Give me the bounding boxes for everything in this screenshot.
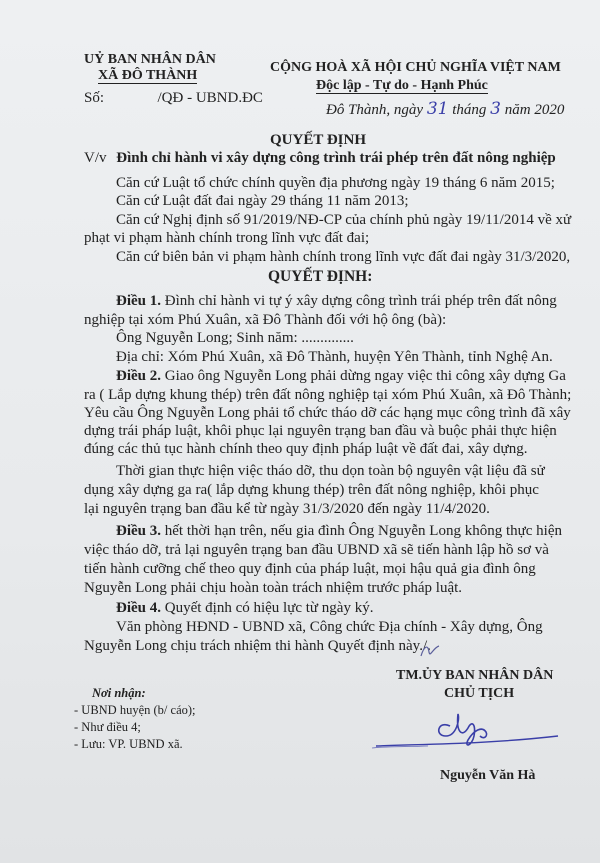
initial-mark — [418, 640, 442, 662]
recipients-title: Nơi nhận: — [92, 686, 146, 700]
doc-number — [84, 90, 263, 107]
date-month: 3 — [490, 99, 501, 119]
article1-line2: nghiệp tại xóm Phú Xuân, xã Đô Thành đối với hộ ông (bà): — [84, 312, 447, 328]
signature-title: TM.ỦY BAN NHÂN DÂN — [396, 668, 554, 683]
subject-prefix: V/v — [84, 150, 107, 166]
article2-line8: lại nguyên trạng ban đầu kể từ ngày 31/3/2020 đến ngày 11/4/2020. — [84, 501, 490, 517]
article1-line1 — [116, 292, 557, 311]
signer-name: Nguyễn Văn Hà — [440, 768, 536, 783]
article4-line1 — [116, 599, 373, 618]
doc-number-label: Số: — [84, 90, 105, 106]
date-day: 31 — [426, 99, 449, 119]
article2-line1 — [116, 367, 566, 386]
article3-text: hết thời hạn trên, nếu gia đình Ông Nguyễn Long không thực hiện — [161, 523, 562, 539]
article2-line7: dụng xây dựng ga ra( lắp dựng khung thép) trên đất nông nghiệp, khôi phục — [84, 482, 539, 498]
article3-line2: việc tháo dỡ, trả lại nguyên trạng ban đầu UBND xã sẽ tiến hành lập hồ sơ và — [84, 542, 549, 558]
article4-label: Điều 4. — [116, 600, 161, 616]
article2-line4: dựng trái pháp luật, khôi phục lại nguyên trạng ban đầu và buộc phải thực hiện — [84, 423, 557, 439]
doc-number-value: /QĐ - UBND.ĐC — [157, 90, 263, 106]
recipient-2: - Như điều 4; — [74, 720, 141, 734]
article2-label: Điều 2. — [116, 368, 161, 384]
org-name: UỶ BAN NHÂN DÂN — [84, 52, 216, 67]
ground-3: Căn cứ Nghị định số 91/2019/NĐ-CP của chính phủ ngày 19/11/2014 về xử — [116, 212, 572, 228]
handwritten-signature — [368, 706, 568, 764]
nation-motto-text: Độc lập - Tự do - Hạnh Phúc — [316, 78, 488, 93]
nation-motto — [316, 78, 488, 94]
article2-line5: đúng các thủ tục hành chính theo quy định pháp luật về đất đai, xây dựng. — [84, 441, 528, 457]
article2-line3: Yêu cầu Ông Nguyễn Long phải tổ chức tháo dỡ các hạng mục công trình đã xây — [84, 405, 571, 421]
ground-1: Căn cứ Luật tổ chức chính quyền địa phương ngày 19 tháng 6 năm 2015; — [116, 175, 555, 191]
org-commune — [98, 68, 197, 84]
recipient-1: - UBND huyện (b/ cáo); — [74, 703, 196, 717]
article1-line3: Ông Nguyễn Long; Sinh năm: .............. — [116, 330, 354, 346]
ground-2: Căn cứ Luật đất đai ngày 29 tháng 11 năm 2013; — [116, 193, 409, 209]
article2-line6: Thời gian thực hiện việc tháo dỡ, thu dọn toàn bộ nguyên vật liệu đã sử — [116, 463, 545, 479]
date-year: năm 2020 — [504, 102, 565, 118]
recipient-3: - Lưu: VP. UBND xã. — [74, 737, 183, 751]
ground-3-cont: phạt vi phạm hành chính trong lĩnh vực đất đai; — [84, 230, 370, 246]
decision-heading: QUYẾT ĐỊNH: — [268, 268, 373, 285]
article3-label: Điều 3. — [116, 523, 161, 539]
article1-text: Đình chỉ hành vi tự ý xây dựng công trình trái phép trên đất nông — [161, 293, 557, 309]
article1-line4: Địa chỉ: Xóm Phú Xuân, xã Đô Thành, huyện Yên Thành, tỉnh Nghệ An. — [116, 349, 553, 365]
article3-line3: tiến hành cưỡng chế theo quy định của pháp luật, mọi hậu quả gia đình ông — [84, 561, 536, 577]
subject-text: Đình chỉ hành vi xây dựng công trình trái phép trên đất nông nghiệp — [116, 150, 556, 166]
article2-line2: ra ( Lắp dựng khung thép) trên đất nông nghiệp tại xóm Phú Xuân, xã Đô Thành; — [84, 387, 572, 403]
nation-title: CỘNG HOÀ XÃ HỘI CHỦ NGHĨA VIỆT NAM — [270, 60, 561, 75]
ground-4: Căn cứ biên bản vi phạm hành chính trong lĩnh vực đất đai ngày 31/3/2020, — [116, 249, 571, 265]
article4-line2: Văn phòng HĐND - UBND xã, Công chức Địa chính - Xây dựng, Ông — [116, 619, 543, 635]
doc-title: QUYẾT ĐỊNH — [270, 132, 366, 148]
signature-role: CHỦ TỊCH — [444, 686, 515, 701]
article3-line1 — [116, 522, 562, 541]
issue-date — [326, 99, 564, 119]
article3-line4: Nguyễn Long phải chịu hoàn toàn trách nhiệm trước pháp luật. — [84, 580, 463, 596]
article2-text: Giao ông Nguyễn Long phải dừng ngay việc thi công xây dựng Ga — [161, 368, 566, 384]
article4-text: Quyết định có hiệu lực từ ngày ký. — [161, 600, 374, 616]
org-commune-text: XÃ ĐÔ THÀNH — [98, 68, 198, 83]
article4-line3: Nguyễn Long chịu trách nhiệm thi hành Quyết định này./. — [84, 638, 431, 654]
date-prefix: Đô Thành, ngày — [326, 102, 424, 118]
doc-subject — [84, 150, 556, 167]
article1-label: Điều 1. — [116, 293, 161, 309]
date-month-label: tháng — [452, 102, 487, 118]
